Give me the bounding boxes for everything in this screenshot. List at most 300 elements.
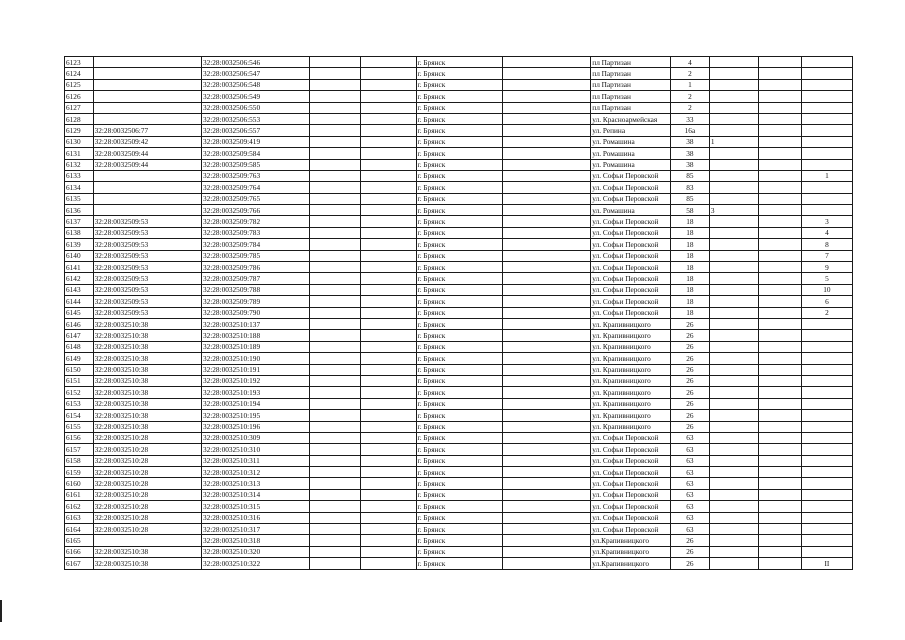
empty-cell <box>361 102 416 113</box>
empty-cell <box>310 91 361 102</box>
row-number-cell: 6142 <box>65 273 94 284</box>
cadastral-number-cell: 32:28:0032509:784 <box>201 239 309 250</box>
table-row <box>65 113 853 124</box>
table-row <box>65 262 853 273</box>
table-row <box>65 387 853 398</box>
flat-number-cell: 3 <box>709 205 758 216</box>
empty-cell <box>503 444 591 455</box>
room-number-cell <box>801 455 852 466</box>
city-cell: г. Брянск <box>416 148 503 159</box>
table-row <box>65 148 853 159</box>
cadastral-number-cell: 32:28:0032510:190 <box>201 353 309 364</box>
empty-cell <box>758 501 801 512</box>
parent-cadastral-cell: 32:28:0032510:28 <box>93 432 201 443</box>
flat-number-cell <box>709 148 758 159</box>
empty-cell <box>361 216 416 227</box>
cadastral-number-cell: 32:28:0032509:782 <box>201 216 309 227</box>
street-cell: ул. Крапивницкого <box>591 330 671 341</box>
empty-cell <box>310 284 361 295</box>
row-number-cell: 6151 <box>65 375 94 386</box>
empty-cell <box>758 410 801 421</box>
cadastral-number-cell: 32:28:0032506:546 <box>201 57 309 68</box>
city-cell: г. Брянск <box>416 375 503 386</box>
street-cell: ул. Крапивницкого <box>591 410 671 421</box>
street-cell: ул. Крапивницкого <box>591 318 671 329</box>
street-cell: пл Партизан <box>591 57 671 68</box>
parent-cadastral-cell: 32:28:0032510:38 <box>93 546 201 557</box>
cadastral-number-cell: 32:28:0032510:188 <box>201 330 309 341</box>
city-cell: г. Брянск <box>416 79 503 90</box>
city-cell: г. Брянск <box>416 239 503 250</box>
street-cell: ул. Софьи Перовской <box>591 444 671 455</box>
city-cell: г. Брянск <box>416 467 503 478</box>
empty-cell <box>503 398 591 409</box>
empty-cell <box>758 182 801 193</box>
row-number-cell: 6125 <box>65 79 94 90</box>
room-number-cell <box>801 421 852 432</box>
room-number-cell <box>801 375 852 386</box>
room-number-cell <box>801 57 852 68</box>
room-number-cell <box>801 193 852 204</box>
street-cell: ул. Красноармейская <box>591 113 671 124</box>
empty-cell <box>361 57 416 68</box>
table-row <box>65 478 853 489</box>
empty-cell <box>361 421 416 432</box>
table-row <box>65 432 853 443</box>
house-number-cell: 18 <box>671 216 710 227</box>
empty-cell <box>310 353 361 364</box>
empty-cell <box>361 524 416 535</box>
cadastral-number-cell: 32:28:0032510:191 <box>201 364 309 375</box>
street-cell: ул. Ромашина <box>591 205 671 216</box>
table-row <box>65 318 853 329</box>
empty-cell <box>758 284 801 295</box>
parent-cadastral-cell: 32:28:0032509:53 <box>93 296 201 307</box>
room-number-cell: 3 <box>801 216 852 227</box>
room-number-cell <box>801 524 852 535</box>
row-number-cell: 6134 <box>65 182 94 193</box>
empty-cell <box>758 364 801 375</box>
city-cell: г. Брянск <box>416 421 503 432</box>
street-cell: ул. Крапивницкого <box>591 353 671 364</box>
table-row <box>65 421 853 432</box>
empty-cell <box>758 102 801 113</box>
empty-cell <box>758 387 801 398</box>
parent-cadastral-cell <box>93 102 201 113</box>
room-number-cell <box>801 432 852 443</box>
flat-number-cell <box>709 478 758 489</box>
cadastral-number-cell: 32:28:0032510:195 <box>201 410 309 421</box>
empty-cell <box>758 136 801 147</box>
street-cell: ул. Репина <box>591 125 671 136</box>
room-number-cell <box>801 467 852 478</box>
empty-cell <box>503 546 591 557</box>
empty-cell <box>503 205 591 216</box>
parent-cadastral-cell: 32:28:0032509:53 <box>93 307 201 318</box>
flat-number-cell <box>709 273 758 284</box>
flat-number-cell <box>709 182 758 193</box>
empty-cell <box>503 57 591 68</box>
empty-cell <box>361 148 416 159</box>
row-number-cell: 6150 <box>65 364 94 375</box>
row-number-cell: 6154 <box>65 410 94 421</box>
row-number-cell: 6126 <box>65 91 94 102</box>
flat-number-cell <box>709 318 758 329</box>
empty-cell <box>310 535 361 546</box>
table-row <box>65 546 853 557</box>
city-cell: г. Брянск <box>416 170 503 181</box>
room-number-cell <box>801 512 852 523</box>
parent-cadastral-cell: 32:28:0032509:53 <box>93 262 201 273</box>
room-number-cell <box>801 68 852 79</box>
street-cell: ул. Ромашина <box>591 136 671 147</box>
empty-cell <box>361 136 416 147</box>
city-cell: г. Брянск <box>416 489 503 500</box>
street-cell: ул. Софьи Перовской <box>591 489 671 500</box>
empty-cell <box>310 148 361 159</box>
house-number-cell: 26 <box>671 330 710 341</box>
empty-cell <box>361 353 416 364</box>
city-cell: г. Брянск <box>416 524 503 535</box>
flat-number-cell <box>709 330 758 341</box>
house-number-cell: 63 <box>671 489 710 500</box>
table-row <box>65 193 853 204</box>
cadastral-number-cell: 32:28:0032510:312 <box>201 467 309 478</box>
empty-cell <box>758 125 801 136</box>
empty-cell <box>310 364 361 375</box>
empty-cell <box>758 432 801 443</box>
cadastral-number-cell: 32:28:0032509:788 <box>201 284 309 295</box>
house-number-cell: 18 <box>671 296 710 307</box>
street-cell: ул. Софьи Перовской <box>591 296 671 307</box>
parent-cadastral-cell: 32:28:0032510:38 <box>93 364 201 375</box>
empty-cell <box>758 193 801 204</box>
empty-cell <box>361 341 416 352</box>
empty-cell <box>758 79 801 90</box>
row-number-cell: 6166 <box>65 546 94 557</box>
row-number-cell: 6156 <box>65 432 94 443</box>
city-cell: г. Брянск <box>416 410 503 421</box>
table-row <box>65 91 853 102</box>
city-cell: г. Брянск <box>416 113 503 124</box>
row-number-cell: 6131 <box>65 148 94 159</box>
parent-cadastral-cell: 32:28:0032509:53 <box>93 216 201 227</box>
empty-cell <box>758 318 801 329</box>
flat-number-cell <box>709 262 758 273</box>
flat-number-cell <box>709 102 758 113</box>
empty-cell <box>503 387 591 398</box>
empty-cell <box>361 68 416 79</box>
house-number-cell: 26 <box>671 364 710 375</box>
empty-cell <box>310 444 361 455</box>
empty-cell <box>758 216 801 227</box>
cadastral-number-cell: 32:28:0032506:548 <box>201 79 309 90</box>
room-number-cell <box>801 102 852 113</box>
empty-cell <box>503 432 591 443</box>
empty-cell <box>310 341 361 352</box>
parent-cadastral-cell <box>93 170 201 181</box>
parent-cadastral-cell <box>93 535 201 546</box>
row-number-cell: 6123 <box>65 57 94 68</box>
house-number-cell: 38 <box>671 148 710 159</box>
empty-cell <box>361 307 416 318</box>
room-number-cell <box>801 136 852 147</box>
parent-cadastral-cell: 32:28:0032510:28 <box>93 524 201 535</box>
empty-cell <box>758 478 801 489</box>
empty-cell <box>310 467 361 478</box>
empty-cell <box>361 489 416 500</box>
room-number-cell <box>801 205 852 216</box>
parent-cadastral-cell: 32:28:0032510:28 <box>93 489 201 500</box>
parent-cadastral-cell <box>93 205 201 216</box>
city-cell: г. Брянск <box>416 284 503 295</box>
street-cell: ул. Софьи Перовской <box>591 239 671 250</box>
empty-cell <box>503 489 591 500</box>
cadastral-number-cell: 32:28:0032510:313 <box>201 478 309 489</box>
empty-cell <box>361 170 416 181</box>
flat-number-cell <box>709 546 758 557</box>
parent-cadastral-cell: 32:28:0032509:53 <box>93 227 201 238</box>
empty-cell <box>310 102 361 113</box>
street-cell: ул. Софьи Перовской <box>591 227 671 238</box>
flat-number-cell <box>709 91 758 102</box>
empty-cell <box>758 296 801 307</box>
cadastral-number-cell: 32:28:0032506:550 <box>201 102 309 113</box>
room-number-cell: II <box>801 558 852 569</box>
cadastral-number-cell: 32:28:0032510:318 <box>201 535 309 546</box>
empty-cell <box>503 79 591 90</box>
empty-cell <box>503 512 591 523</box>
row-number-cell: 6128 <box>65 113 94 124</box>
empty-cell <box>361 239 416 250</box>
street-cell: ул. Крапивницкого <box>591 398 671 409</box>
empty-cell <box>310 57 361 68</box>
empty-cell <box>310 227 361 238</box>
cadastral-number-cell: 32:28:0032510:322 <box>201 558 309 569</box>
empty-cell <box>503 216 591 227</box>
city-cell: г. Брянск <box>416 387 503 398</box>
street-cell: ул. Софьи Перовской <box>591 193 671 204</box>
house-number-cell: 63 <box>671 444 710 455</box>
empty-cell <box>503 250 591 261</box>
room-number-cell <box>801 91 852 102</box>
empty-cell <box>758 250 801 261</box>
parent-cadastral-cell <box>93 68 201 79</box>
table-row <box>65 535 853 546</box>
city-cell: г. Брянск <box>416 398 503 409</box>
empty-cell <box>361 558 416 569</box>
table-row <box>65 330 853 341</box>
flat-number-cell <box>709 501 758 512</box>
table-row <box>65 250 853 261</box>
house-number-cell: 63 <box>671 455 710 466</box>
row-number-cell: 6140 <box>65 250 94 261</box>
empty-cell <box>361 296 416 307</box>
house-number-cell: 1 <box>671 79 710 90</box>
cadastral-number-cell: 32:28:0032510:320 <box>201 546 309 557</box>
row-number-cell: 6161 <box>65 489 94 500</box>
parent-cadastral-cell: 32:28:0032510:38 <box>93 318 201 329</box>
empty-cell <box>310 558 361 569</box>
cadastral-number-cell: 32:28:0032510:193 <box>201 387 309 398</box>
street-cell: ул. Софьи Перовской <box>591 432 671 443</box>
table-row <box>65 170 853 181</box>
cadastral-number-cell: 32:28:0032510:314 <box>201 489 309 500</box>
house-number-cell: 26 <box>671 421 710 432</box>
empty-cell <box>758 307 801 318</box>
cadastral-number-cell: 32:28:0032509:789 <box>201 296 309 307</box>
house-number-cell: 26 <box>671 535 710 546</box>
empty-cell <box>361 159 416 170</box>
empty-cell <box>361 125 416 136</box>
house-number-cell: 38 <box>671 159 710 170</box>
house-number-cell: 63 <box>671 512 710 523</box>
empty-cell <box>361 79 416 90</box>
row-number-cell: 6153 <box>65 398 94 409</box>
city-cell: г. Брянск <box>416 432 503 443</box>
house-number-cell: 2 <box>671 68 710 79</box>
row-number-cell: 6159 <box>65 467 94 478</box>
table-row <box>65 239 853 250</box>
room-number-cell <box>801 546 852 557</box>
empty-cell <box>758 273 801 284</box>
street-cell: ул.Крапивницкого <box>591 546 671 557</box>
empty-cell <box>310 512 361 523</box>
row-number-cell: 6144 <box>65 296 94 307</box>
flat-number-cell <box>709 558 758 569</box>
flat-number-cell <box>709 467 758 478</box>
room-number-cell: 5 <box>801 273 852 284</box>
empty-cell <box>361 455 416 466</box>
empty-cell <box>503 524 591 535</box>
room-number-cell <box>801 341 852 352</box>
room-number-cell <box>801 364 852 375</box>
house-number-cell: 26 <box>671 546 710 557</box>
room-number-cell <box>801 148 852 159</box>
parent-cadastral-cell: 32:28:0032510:28 <box>93 512 201 523</box>
cadastral-number-cell: 32:28:0032509:786 <box>201 262 309 273</box>
empty-cell <box>310 524 361 535</box>
empty-cell <box>361 535 416 546</box>
cadastral-number-cell: 32:28:0032506:557 <box>201 125 309 136</box>
row-number-cell: 6124 <box>65 68 94 79</box>
flat-number-cell <box>709 421 758 432</box>
empty-cell <box>361 444 416 455</box>
room-number-cell <box>801 159 852 170</box>
row-number-cell: 6135 <box>65 193 94 204</box>
empty-cell <box>758 375 801 386</box>
cadastral-number-cell: 32:28:0032510:189 <box>201 341 309 352</box>
empty-cell <box>310 398 361 409</box>
parent-cadastral-cell: 32:28:0032510:38 <box>93 421 201 432</box>
room-number-cell <box>801 387 852 398</box>
empty-cell <box>758 512 801 523</box>
flat-number-cell <box>709 410 758 421</box>
table-row <box>65 79 853 90</box>
empty-cell <box>758 353 801 364</box>
empty-cell <box>758 546 801 557</box>
cadastral-number-cell: 32:28:0032510:311 <box>201 455 309 466</box>
empty-cell <box>310 421 361 432</box>
flat-number-cell <box>709 193 758 204</box>
cadastral-number-cell: 32:28:0032510:315 <box>201 501 309 512</box>
empty-cell <box>758 148 801 159</box>
parent-cadastral-cell <box>93 182 201 193</box>
street-cell: ул. Крапивницкого <box>591 341 671 352</box>
city-cell: г. Брянск <box>416 57 503 68</box>
empty-cell <box>310 68 361 79</box>
city-cell: г. Брянск <box>416 318 503 329</box>
empty-cell <box>758 91 801 102</box>
cadastral-number-cell: 32:28:0032509:419 <box>201 136 309 147</box>
house-number-cell: 18 <box>671 239 710 250</box>
table-row <box>65 216 853 227</box>
cadastral-number-cell: 32:28:0032509:766 <box>201 205 309 216</box>
parent-cadastral-cell <box>93 113 201 124</box>
empty-cell <box>361 205 416 216</box>
city-cell: г. Брянск <box>416 102 503 113</box>
empty-cell <box>310 239 361 250</box>
table-row <box>65 273 853 284</box>
empty-cell <box>361 227 416 238</box>
empty-cell <box>310 387 361 398</box>
room-number-cell: 8 <box>801 239 852 250</box>
table-row <box>65 136 853 147</box>
house-number-cell: 18 <box>671 307 710 318</box>
flat-number-cell <box>709 307 758 318</box>
city-cell: г. Брянск <box>416 296 503 307</box>
empty-cell <box>758 467 801 478</box>
flat-number-cell <box>709 284 758 295</box>
empty-cell <box>503 284 591 295</box>
empty-cell <box>758 113 801 124</box>
empty-cell <box>310 318 361 329</box>
empty-cell <box>503 341 591 352</box>
empty-cell <box>758 205 801 216</box>
empty-cell <box>758 262 801 273</box>
street-cell: ул. Софьи Перовской <box>591 455 671 466</box>
parent-cadastral-cell: 32:28:0032510:38 <box>93 375 201 386</box>
empty-cell <box>310 216 361 227</box>
city-cell: г. Брянск <box>416 307 503 318</box>
street-cell: ул. Крапивницкого <box>591 364 671 375</box>
city-cell: г. Брянск <box>416 68 503 79</box>
house-number-cell: 26 <box>671 341 710 352</box>
cadastral-number-cell: 32:28:0032510:310 <box>201 444 309 455</box>
house-number-cell: 18 <box>671 284 710 295</box>
table-row <box>65 467 853 478</box>
room-number-cell: 2 <box>801 307 852 318</box>
flat-number-cell <box>709 296 758 307</box>
empty-cell <box>361 91 416 102</box>
room-number-cell: 6 <box>801 296 852 307</box>
cadastral-number-cell: 32:28:0032509:585 <box>201 159 309 170</box>
flat-number-cell <box>709 489 758 500</box>
row-number-cell: 6149 <box>65 353 94 364</box>
flat-number-cell <box>709 353 758 364</box>
cadastral-number-cell: 32:28:0032506:549 <box>201 91 309 102</box>
cadastral-number-cell: 32:28:0032509:765 <box>201 193 309 204</box>
parent-cadastral-cell: 32:28:0032509:53 <box>93 239 201 250</box>
empty-cell <box>310 307 361 318</box>
row-number-cell: 6146 <box>65 318 94 329</box>
empty-cell <box>310 193 361 204</box>
table-row <box>65 398 853 409</box>
empty-cell <box>758 170 801 181</box>
cadastral-number-cell: 32:28:0032509:785 <box>201 250 309 261</box>
parent-cadastral-cell: 32:28:0032509:53 <box>93 273 201 284</box>
flat-number-cell <box>709 57 758 68</box>
